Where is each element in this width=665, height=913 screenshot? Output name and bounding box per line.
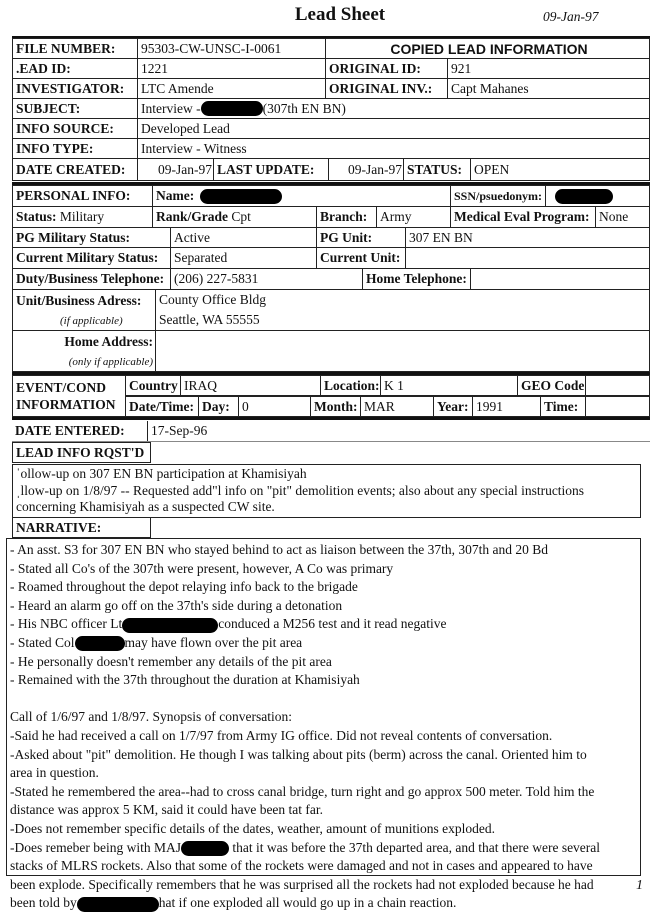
duty-phone-value: (206) 227-5831 xyxy=(170,268,363,290)
subject-prefix: Interview - xyxy=(141,100,201,116)
subject-label: SUBJECT: xyxy=(12,98,138,119)
call-line: -Stated he remembered the area--had to cross canal bridge, turn right and go approx 500 meter. Told him the xyxy=(10,783,595,799)
text-segment: -Does remeber being with MAJ xyxy=(10,839,181,855)
call-line: -Said he had received a call on 1/7/97 from Army IG office. Did not reveal contents of conversation. xyxy=(10,727,553,743)
location-label: Location: xyxy=(320,375,381,396)
pg-unit-label: PG Unit: xyxy=(316,227,406,248)
original-inv-label: ORIGINAL INV.: xyxy=(325,78,448,99)
redaction xyxy=(181,841,229,856)
unit-address-value xyxy=(155,289,650,331)
medical-eval-value: None xyxy=(595,206,650,228)
info-source-value: Developed Lead xyxy=(137,118,650,139)
person-status-label: Status: xyxy=(16,209,57,224)
call-line: been explode. Specifically remembers that he was surprised all the rockets had not exploded because he had xyxy=(10,876,594,892)
date-created-value: 09-Jan-97 xyxy=(137,158,214,181)
lead-info-rqst-box xyxy=(12,464,641,518)
status-field xyxy=(12,206,153,228)
personal-info-label: PERSONAL INFO: xyxy=(12,185,153,207)
pg-status-value: Active xyxy=(170,227,317,248)
home-address-label: Home Address: xyxy=(64,334,153,349)
copied-lead-header: COPIED LEAD INFORMATION xyxy=(325,38,650,59)
geo-code-value xyxy=(585,375,650,396)
narrative-bullet xyxy=(10,634,637,653)
header-date: 09-Jan-97 xyxy=(543,9,599,24)
person-status-value: Military xyxy=(59,209,105,224)
home-address-label-cell xyxy=(12,330,156,372)
duty-phone-label: Duty/Business Telephone: xyxy=(12,268,171,290)
text-segment: that it was before the 37th departed area, and that there were several xyxy=(228,839,601,855)
last-update-value: 09-Jan-97 xyxy=(328,158,404,181)
lead-id-label: .EAD ID: xyxy=(12,58,138,79)
current-unit-label: Current Unit: xyxy=(316,247,406,269)
rqst-line: ˌllow-up on 1/8/97 -- Requested add"l info on "pit" demolition events; also about any special instructions xyxy=(16,482,585,498)
page-title: Lead Sheet xyxy=(294,4,386,25)
call-line: Call of 1/6/97 and 1/8/97. Synopsis of conversation: xyxy=(10,709,292,725)
current-status-value: Separated xyxy=(170,247,317,269)
unit-address-label-cell xyxy=(12,289,156,331)
info-type-value: Interview - Witness xyxy=(137,138,650,159)
call-line: -Does not remember specific details of the dates, weather, amount of munitions exploded. xyxy=(10,820,495,836)
country-value: IRAQ xyxy=(180,375,321,396)
time-value xyxy=(585,396,650,417)
month-value: MAR xyxy=(360,396,434,417)
subject-suffix: (307th EN BN) xyxy=(262,100,346,116)
call-line: stacks of MLRS rockets. Also that some of the rockets were damaged and not in cases and appeared to have xyxy=(10,858,593,874)
unit-address-label: Unit/Business Adress: xyxy=(16,293,142,308)
original-id-value: 921 xyxy=(447,58,650,79)
redaction xyxy=(122,618,218,633)
date-entered-value: 17-Sep-96 xyxy=(151,423,208,438)
unit-address-note: (if applicable) xyxy=(60,315,123,327)
lead-info-rqst-label: LEAD INFO RQST'D xyxy=(12,442,151,463)
narrative-bullet: - He personally doesn't remember any details of the pit area xyxy=(10,653,332,669)
redaction xyxy=(75,636,125,651)
file-number-label: FILE NUMBER: xyxy=(12,38,138,59)
text-segment: been told by xyxy=(10,895,77,911)
month-label: Month: xyxy=(310,396,361,417)
call-line: -Asked about "pit" demolition. He though I was talking about pits (berm) across the canal. Oriented him to xyxy=(10,746,587,762)
medical-eval-label: Medical Eval Program: xyxy=(450,206,596,228)
file-number-value: 95303-CW-UNSC-I-0061 xyxy=(137,38,326,59)
event-label xyxy=(12,375,126,417)
country-label: Country xyxy=(125,375,181,396)
rqst-line: concerning Khamisiyah as a suspected CW site. xyxy=(16,499,275,514)
status-label: STATUS: xyxy=(403,158,471,181)
redaction xyxy=(201,101,263,116)
info-type-label: INFO TYPE: xyxy=(12,138,138,159)
branch-label: Branch: xyxy=(316,206,377,228)
text-segment: - Stated Col xyxy=(10,634,75,650)
location-value: K 1 xyxy=(380,375,518,396)
status-value: OPEN xyxy=(470,158,650,181)
rank-field xyxy=(152,206,317,228)
datetime-label: Date/Time: xyxy=(125,396,199,417)
current-status-label: Current Military Status: xyxy=(12,247,171,269)
rank-value: Cpt xyxy=(231,209,251,224)
redaction xyxy=(200,189,282,204)
redaction xyxy=(555,189,613,204)
narrative-bullet: - Stated all Co's of the 307th were present, however, A Co was primary xyxy=(10,560,394,576)
year-value: 1991 xyxy=(472,396,541,417)
page-number: 1 xyxy=(636,878,643,893)
name-field xyxy=(152,185,451,207)
original-id-label: ORIGINAL ID: xyxy=(325,58,448,79)
pg-status-label: PG Military Status: xyxy=(12,227,171,248)
time-label: Time: xyxy=(540,396,586,417)
event-label-line1: EVENT/COND xyxy=(16,380,107,395)
event-label-line2: INFORMATION xyxy=(16,397,116,412)
narrative-box xyxy=(6,538,641,911)
info-source-label: INFO SOURCE: xyxy=(12,118,138,139)
text-segment: - His NBC officer Lt xyxy=(10,616,123,632)
unit-address-line1: County Office Bldg xyxy=(159,292,266,307)
divider xyxy=(12,417,650,420)
subject-value xyxy=(137,98,650,119)
call-line: area in question. xyxy=(10,765,99,781)
spacer xyxy=(10,690,637,709)
ssn-label: SSN/psuedonym: xyxy=(450,185,546,207)
home-address-value xyxy=(155,330,650,372)
geo-code-label: GEO Code xyxy=(517,375,586,396)
day-value: 0 xyxy=(238,396,311,417)
investigator-label: INVESTIGATOR: xyxy=(12,78,138,99)
home-phone-value xyxy=(470,268,650,290)
last-update-label: LAST UPDATE: xyxy=(213,158,329,181)
narrative-bullet: - An asst. S3 for 307 EN BN who stayed behind to act as liaison between the 37th, 307th and 20 Bd xyxy=(10,542,549,557)
narrative-bullet: - Remained with the 37th throughout the duration at Khamisiyah xyxy=(10,672,360,688)
redaction xyxy=(77,897,159,912)
text-segment: may have flown over the pit area xyxy=(124,634,303,650)
home-phone-label: Home Telephone: xyxy=(362,268,471,290)
lead-id-value: 1221 xyxy=(137,58,326,79)
name-label: Name: xyxy=(156,188,195,203)
investigator-value: LTC Amende xyxy=(137,78,326,99)
text-segment: hat if one exploded all would go up in a chain reaction. xyxy=(158,895,457,911)
call-line xyxy=(10,894,637,913)
original-inv-value: Capt Mahanes xyxy=(447,78,650,99)
ssn-value xyxy=(545,185,650,207)
call-line: distance was approx 5 KM, said it could have been tat far. xyxy=(10,802,324,818)
home-address-note: (only if applicable) xyxy=(68,356,153,368)
date-entered-label: DATE ENTERED: xyxy=(15,423,125,438)
year-label: Year: xyxy=(433,396,473,417)
narrative-bullet: - Heard an alarm go off on the 37th's side during a detonation xyxy=(10,597,343,613)
text-segment: conduced a M256 test and it read negative xyxy=(218,616,447,632)
rqst-line: ˈollow-up on 307 EN BN participation at Khamisiyah xyxy=(16,466,307,481)
narrative-bullet: - Roamed throughout the depot relaying info back to the brigade xyxy=(10,579,358,595)
current-unit-value xyxy=(405,247,650,269)
date-created-label: DATE CREATED: xyxy=(12,158,138,181)
unit-address-line2: Seattle, WA 55555 xyxy=(159,312,260,327)
narrative-bullet xyxy=(10,615,637,634)
narrative-label: NARRATIVE: xyxy=(12,517,151,538)
call-line xyxy=(10,839,637,858)
day-label: Day: xyxy=(198,396,239,417)
branch-value: Army xyxy=(376,206,451,228)
pg-unit-value: 307 EN BN xyxy=(405,227,650,248)
rank-label: Rank/Grade xyxy=(156,209,229,224)
